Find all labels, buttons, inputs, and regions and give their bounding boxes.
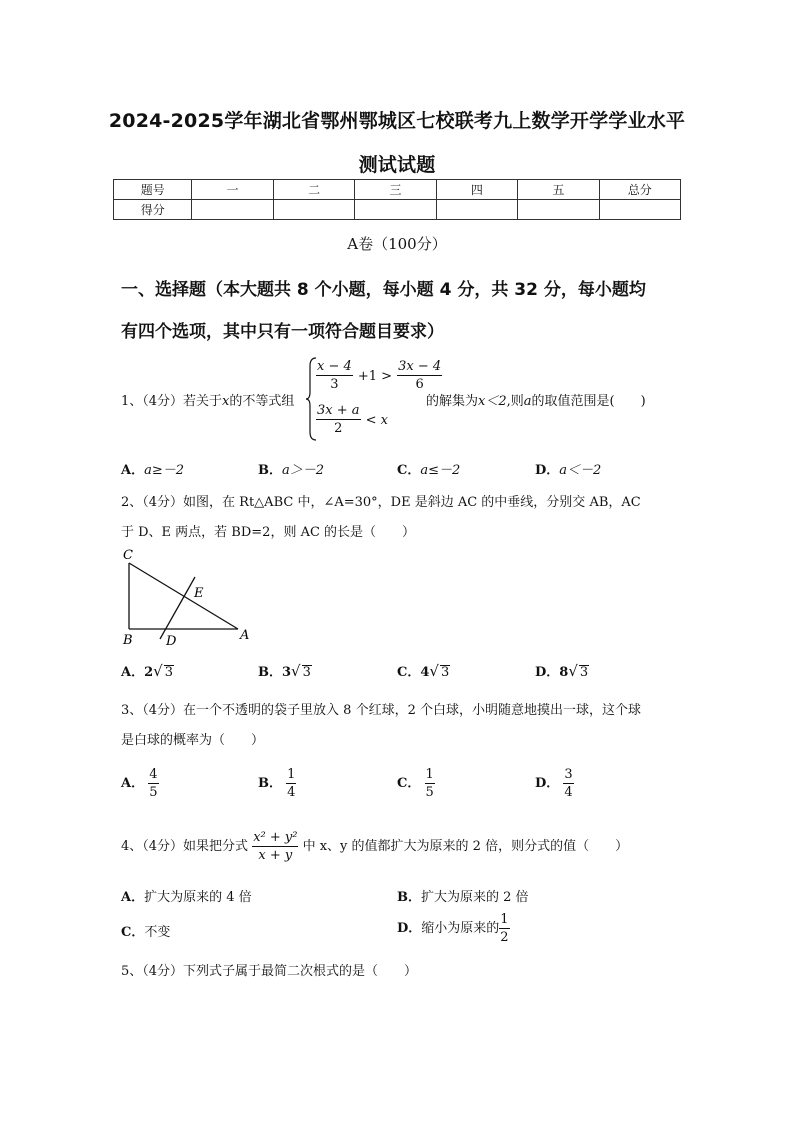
option-label: C． <box>397 776 421 791</box>
sqrt-icon: √ <box>153 662 163 680</box>
q1-option-a[interactable] <box>121 459 184 478</box>
frac-num: x² + y² <box>253 830 298 845</box>
sqrt-icon: √ <box>429 662 439 680</box>
frac-num: 4 <box>149 767 158 782</box>
sqrt-icon: √ <box>291 662 301 680</box>
section-a-heading: A卷（100分） <box>347 235 447 253</box>
q1-stem-end <box>426 390 646 409</box>
frac-num: 1 <box>287 767 296 782</box>
q1-ineq1-middle: +1 > <box>357 369 393 384</box>
q3-option-b[interactable] <box>258 766 296 801</box>
score-input-cell[interactable] <box>599 200 680 220</box>
option-text: 扩大为原来的 4 倍 <box>144 890 252 905</box>
frac-den: 2 <box>500 930 509 945</box>
q1-condition: x＜2 <box>478 394 507 409</box>
option-label: A． <box>121 776 145 791</box>
option-frac <box>563 766 573 801</box>
option-text: 不变 <box>144 925 171 940</box>
q1-suffix3: 的取值范围是( ) <box>531 394 646 409</box>
q1-prefix: 1、（4分）若关于 <box>121 394 223 409</box>
option-frac <box>499 911 509 946</box>
q4-option-c[interactable] <box>121 921 170 940</box>
table-cell: 得分 <box>114 200 192 220</box>
option-radicand: 3 <box>440 665 450 680</box>
option-label: D． <box>535 463 560 478</box>
score-input-cell[interactable] <box>355 200 436 220</box>
frac-den: 3 <box>330 377 339 392</box>
score-table <box>113 179 681 220</box>
q4-prefix: 4、（4分）如果把分式 <box>121 839 249 854</box>
option-label: A． <box>121 890 145 905</box>
score-input-cell[interactable] <box>273 200 354 220</box>
option-label: A． <box>121 463 145 478</box>
q2-option-d[interactable] <box>535 661 589 680</box>
label-b: B <box>123 633 133 648</box>
q1-option-c[interactable] <box>397 459 460 478</box>
q2-option-c[interactable] <box>397 661 450 680</box>
q1-frac-2 <box>316 402 361 437</box>
sqrt-icon: √ <box>568 662 578 680</box>
option-label: C． <box>121 925 145 940</box>
q1-option-d[interactable] <box>535 459 601 478</box>
option-text: 扩大为原来的 2 倍 <box>421 890 529 905</box>
frac-den: 4 <box>287 785 296 800</box>
q4-fraction <box>252 829 298 864</box>
frac-den: 5 <box>425 785 434 800</box>
frac-num: 1 <box>500 912 509 927</box>
part1-heading-line2: 有四个选项，其中只有一项符合题目要求） <box>121 322 444 342</box>
q1-inequality-1 <box>316 358 442 393</box>
frac-den: 5 <box>149 785 158 800</box>
option-coef: 8 <box>559 665 569 680</box>
q3-option-a[interactable] <box>121 766 159 801</box>
q1-frac-right <box>397 358 442 393</box>
q1-suffix2: ,则 <box>506 394 524 409</box>
frac-num: x − 4 <box>317 359 352 374</box>
q5-stem: 5、（4分）下列式子属于最简二次根式的是（ ） <box>121 964 418 979</box>
option-text: a≤－2 <box>420 463 461 478</box>
q1-ineq2-right: < x <box>365 413 388 428</box>
option-label: A． <box>121 665 145 680</box>
q1-inequality-2 <box>316 402 388 437</box>
q1-var-a: a <box>523 394 532 409</box>
part1-heading-line1: 一、选择题（本大题共 8 个小题，每小题 4 分，共 32 分，每小题均 <box>121 280 646 300</box>
q2-stem-line1: 2、（4分）如图，在 Rt△ABC 中，∠A=30°，DE 是斜边 AC 的中垂线，分别交 AB，AC <box>121 495 641 510</box>
option-radicand: 3 <box>164 665 173 680</box>
option-text: 缩小为原来的 <box>421 921 500 936</box>
q4-option-a[interactable] <box>121 886 252 905</box>
q4-stem <box>121 829 628 864</box>
frac-den: 6 <box>415 377 424 392</box>
table-cell: 总分 <box>599 180 680 200</box>
option-label: B． <box>397 890 421 905</box>
option-coef: 2 <box>144 665 154 680</box>
label-c: C <box>123 548 133 563</box>
q1-var-x: x <box>222 394 230 409</box>
option-label: D． <box>535 776 560 791</box>
table-cell: 二 <box>273 180 354 200</box>
option-label: C． <box>397 665 421 680</box>
label-a: A <box>240 628 250 643</box>
q4-suffix: 中 x、y 的值都扩大为原来的 2 倍，则分式的值（ ） <box>302 839 629 854</box>
score-table-score-row <box>114 200 681 220</box>
q1-stem-start <box>121 390 294 409</box>
frac-num: 1 <box>425 767 434 782</box>
option-label: C． <box>397 463 421 478</box>
option-radicand: 3 <box>302 665 311 680</box>
exam-title-line2: 测试试题 <box>358 154 436 176</box>
option-radicand: 3 <box>579 665 589 680</box>
q3-option-d[interactable] <box>535 766 574 801</box>
q3-stem-line2: 是白球的概率为（ ） <box>121 733 265 748</box>
frac-den: 2 <box>334 421 343 436</box>
table-cell: 题号 <box>114 180 192 200</box>
option-text: a＞－2 <box>282 463 325 478</box>
segment-ca <box>129 563 238 629</box>
q3-option-c[interactable] <box>397 766 435 801</box>
table-cell: 三 <box>355 180 436 200</box>
q2-option-b[interactable] <box>258 661 312 680</box>
frac-num: 3x + a <box>317 403 360 418</box>
table-cell: 一 <box>192 180 273 200</box>
q1-frac-left <box>316 358 353 393</box>
table-cell: 五 <box>518 180 599 200</box>
q1-suffix1: 的解集为 <box>426 394 479 409</box>
frac-den: 4 <box>564 785 573 800</box>
q4-option-d[interactable] <box>397 911 510 946</box>
score-input-cell[interactable] <box>518 200 599 220</box>
option-label: B． <box>258 776 282 791</box>
table-cell: 四 <box>436 180 517 200</box>
label-d: D <box>166 634 177 649</box>
frac-num: 3x − 4 <box>398 359 442 374</box>
option-coef: 4 <box>420 665 430 680</box>
q3-stem-line1: 3、（4分）在一个不透明的袋子里放入 8 个红球，2 个白球，小明随意地摸出一球，这个球 <box>121 703 641 718</box>
q2-option-a[interactable] <box>121 661 174 680</box>
frac-num: 3 <box>564 767 573 782</box>
option-label: D． <box>535 665 560 680</box>
q1-text-mid: 的不等式组 <box>229 394 295 409</box>
option-text: a≥－2 <box>144 463 185 478</box>
option-frac <box>425 766 435 801</box>
score-table-header-row <box>114 180 681 200</box>
option-frac <box>148 766 158 801</box>
segment-de <box>160 577 195 639</box>
q1-option-b[interactable] <box>258 459 324 478</box>
option-label: D． <box>397 921 422 936</box>
q4-option-b[interactable] <box>397 886 529 905</box>
option-label: B． <box>258 463 282 478</box>
option-coef: 3 <box>282 665 292 680</box>
option-text: a＜－2 <box>559 463 602 478</box>
score-input-cell[interactable] <box>436 200 517 220</box>
score-input-cell[interactable] <box>192 200 273 220</box>
q2-triangle-figure <box>118 545 258 650</box>
option-frac <box>286 766 296 801</box>
label-e: E <box>194 586 204 601</box>
option-label: B． <box>258 665 282 680</box>
q2-stem-line2: 于 D、E 两点，若 BD=2，则 AC 的长是（ ） <box>121 525 416 540</box>
frac-den: x + y <box>258 848 293 863</box>
exam-title-line1: 2024-2025学年湖北省鄂州鄂城区七校联考九上数学开学学业水平 <box>108 110 686 132</box>
